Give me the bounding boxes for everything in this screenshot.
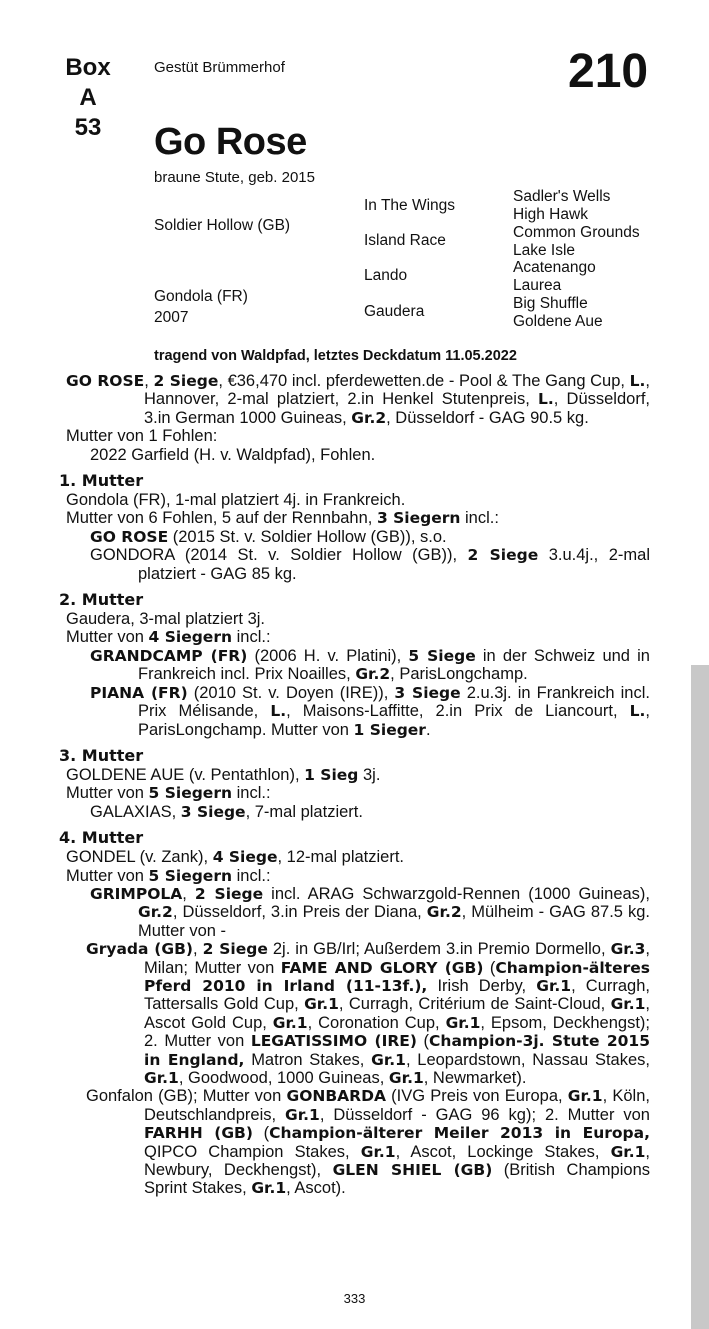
bold-text: L. (629, 702, 646, 721)
pedigree-gen3: Sadler's Wells (513, 188, 611, 205)
text-run: , Epsom, Deckhengst); 2. Mutter von (144, 1013, 650, 1051)
section-line (66, 509, 650, 527)
lot-number: 210 (568, 45, 649, 98)
foal-entry: 2022 Garfield (H. v. Waldpfad), Fohlen. (90, 445, 376, 464)
text-run: , Mülheim - GAG 87.5 kg. Mutter von - (138, 903, 651, 940)
text-run: (British Champions Sprint Stakes, (144, 1161, 650, 1198)
pedigree-gen3: Goldene Aue (513, 313, 603, 330)
text-run: 2j. in GB/Irl; Außerdem 3.in Premio Dormello, (267, 940, 611, 959)
text-run: Gaudera, 3-mal platziert 3j. (66, 610, 266, 629)
pedigree-gen2: Lando (364, 267, 408, 284)
scrollbar[interactable] (691, 665, 709, 1329)
pedigree-gen3: Laurea (513, 277, 562, 294)
bold-text: Gr.1 (144, 1069, 179, 1087)
bold-text: 1 Sieger (353, 720, 426, 739)
section-line (66, 867, 650, 885)
text-run: Mutter von (66, 784, 149, 803)
text-run: (2015 St. v. Soldier Hollow (GB)), s.o. (168, 527, 447, 546)
text-run: Matron Stakes, (244, 1050, 372, 1069)
text-run: incl.: (232, 866, 271, 885)
bold-text: 2 Siege (467, 546, 539, 565)
bold-text: Gr.1 (536, 976, 572, 995)
section-title: 3. Mutter (59, 745, 144, 765)
text-run: , Ascot). (286, 1179, 346, 1198)
pedigree-gen3: Common Grounds (513, 224, 640, 241)
bold-text: Champion-3j. Stute 2015 in England, (144, 1032, 650, 1069)
text-run: GONDEL (v. Zank), (66, 848, 213, 867)
bold-text: Gr.1 (360, 1142, 396, 1161)
text-run: ( (483, 958, 496, 977)
text-run: GONDORA (2014 St. v. Soldier Hollow (GB)), (90, 546, 468, 565)
bold-text: Gr.1 (445, 1013, 481, 1032)
bold-text: GLEN SHIEL (GB) (332, 1161, 493, 1180)
bold-text: GO ROSE (66, 372, 145, 390)
bold-text: L. (270, 702, 287, 721)
bold-text: FAME AND GLORY (GB) (280, 958, 484, 977)
bold-text: 2 Siege (202, 940, 268, 959)
text-run: (IVG Preis von Europa, (385, 1087, 568, 1106)
text-run: GALAXIAS, (90, 802, 181, 821)
text-run: , Köln, Deutschlandpreis, (144, 1087, 650, 1124)
horse-record (66, 372, 650, 427)
text-run: (2010 St. v. Doyen (IRE)), (187, 683, 395, 702)
text-run: , €36,470 incl. pferdewetten.de - Pool & The Gang Cup, (218, 372, 630, 390)
text-run: Gonfalon (GB); Mutter von (86, 1087, 287, 1106)
box-id: A 53 (74, 84, 102, 141)
text-run: , Maisons-Laffitte, 2.in Prix de Liancourt, (286, 702, 630, 721)
pedigree-gen3: Lake Isle (513, 242, 576, 259)
text-run: , Hannover, 2-mal platziert, 2.in Henkel Stutenpreis, (144, 372, 651, 409)
box-number (64, 53, 112, 143)
text-run: GOLDENE AUE (v. Pentathlon), (66, 765, 305, 784)
text-run: , (182, 884, 195, 903)
text-run: incl.: (232, 784, 271, 803)
text-run: (2006 H. v. Platini), (247, 646, 409, 665)
section-title: 1. Mutter (59, 471, 144, 491)
bold-text: Gr.1 (304, 995, 339, 1014)
text-run: Mutter von (66, 866, 149, 885)
horse-description: braune Stute, geb. 2015 (154, 169, 315, 186)
breeder-name: Gestüt Brümmerhof (154, 59, 285, 76)
dam-line-sections (59, 471, 651, 1198)
text-run: , Curragh, Critérium de Saint-Cloud, (338, 995, 611, 1014)
bold-text: Gr.1 (610, 995, 646, 1014)
bold-text: GRIMPOLA (90, 884, 183, 903)
section-line (66, 1087, 650, 1197)
section-title: 2. Mutter (59, 590, 144, 610)
bold-text: Gr.2 (426, 903, 462, 922)
section-line (66, 784, 650, 802)
section-line (66, 885, 650, 940)
pedigree-dam-year: 2007 (154, 309, 189, 326)
horse-name: Go Rose (154, 121, 307, 163)
text-run: , Newbury, Deckhengst), (144, 1142, 650, 1180)
covering-info: tragend von Waldpfad, letztes Deckdatum 11.05.2022 (154, 348, 517, 364)
text-run: , Coronation Cup, (307, 1013, 446, 1032)
section-line (66, 528, 650, 546)
bold-text: Gr.1 (388, 1069, 424, 1087)
text-run: , ParisLongchamp. Mutter von (138, 702, 650, 739)
text-run: , Leopardstown, Nassau Stakes, (405, 1050, 650, 1069)
text-run: , Newmarket). (423, 1069, 527, 1087)
text-run: , Ascot Gold Cup, (144, 995, 650, 1032)
text-run: , Milan; Mutter von (144, 940, 651, 977)
bold-text: PIANA (FR) (90, 683, 188, 702)
section-line (66, 803, 650, 821)
section-title: 4. Mutter (59, 828, 144, 848)
bold-text: 4 Siegern (148, 628, 233, 647)
text-run: , Düsseldorf, 3.in Preis der Diana, (172, 903, 427, 922)
text-run: , Düsseldorf, 3.in German 1000 Guineas, (144, 390, 650, 427)
bold-text: L. (538, 390, 554, 409)
bold-text: 3 Siege (394, 683, 461, 702)
text-run: , Goodwood, 1000 Guineas, (178, 1069, 389, 1087)
bold-text: LEGATISSIMO (IRE) (250, 1032, 417, 1051)
mother-of-foals: Mutter von 1 Fohlen: (66, 427, 218, 446)
text-run: incl.: (232, 628, 271, 647)
text-run: , (144, 372, 154, 390)
text-run: , ParisLongchamp. (390, 665, 528, 684)
section-line (66, 684, 650, 739)
bold-text: 5 Siege (408, 646, 476, 665)
section-line (66, 491, 650, 509)
section-line (66, 628, 650, 646)
bold-text: Champion-älterer Meiler 2013 in Europa, (269, 1124, 650, 1143)
text-run: incl.: (460, 509, 499, 528)
bold-text: Gr.2 (138, 903, 173, 922)
text-run: , (193, 940, 203, 959)
text-run: ( (252, 1124, 270, 1143)
section-line (66, 610, 650, 628)
bold-text: 2 Siege (194, 884, 264, 903)
bold-text: Gr.2 (351, 408, 387, 427)
text-run: , 7-mal platziert. (245, 802, 363, 821)
bold-text: Gr.1 (610, 1142, 646, 1161)
bold-text: 2 Siege (153, 372, 219, 390)
text-run: , Ascot, Lockinge Stakes, (395, 1142, 611, 1161)
bold-text: Gr.1 (371, 1050, 406, 1069)
bold-text: Champion-älteres Pferd 2010 in Irland (11-13f.), (144, 958, 650, 995)
text-run: 3.u.4j., 2-mal platziert - GAG 85 kg. (138, 546, 650, 583)
section-line (66, 766, 650, 784)
section-line (66, 848, 650, 866)
bold-text: 5 Siegern (148, 866, 233, 885)
text-run: , Curragh, Tattersalls Gold Cup, (144, 976, 650, 1014)
page-number: 333 (343, 1291, 366, 1306)
bold-text: Gryada (GB) (86, 940, 194, 959)
pedigree-dam: Gondola (FR) (154, 288, 248, 305)
bold-text: 3 Siege (180, 802, 246, 821)
section-line (66, 647, 650, 684)
race-record-body (59, 372, 651, 1198)
bold-text: Gr.1 (567, 1087, 603, 1106)
text-run: . (425, 720, 431, 739)
bold-text: FARHH (GB) (144, 1124, 253, 1143)
text-run: Irish Derby, (427, 976, 537, 995)
pedigree-gen2: Island Race (364, 232, 446, 249)
bold-text: GO ROSE (90, 527, 169, 546)
pedigree-gen2: In The Wings (364, 197, 456, 214)
bold-text: GRANDCAMP (FR) (90, 646, 248, 665)
pedigree-gen3: Acatenango (513, 259, 596, 276)
pedigree-gen2: Gaudera (364, 303, 425, 320)
bold-text: 4 Siege (212, 848, 278, 867)
text-run: Gondola (FR), 1-mal platziert 4j. in Frankreich. (66, 491, 406, 510)
box-label: Box (65, 54, 111, 81)
bold-text: 1 Sieg (304, 765, 359, 784)
text-run: in der Schweiz und in Frankreich incl. Prix Noailles, (138, 646, 650, 684)
text-run: , Düsseldorf - GAG 96 kg); 2. Mutter von (319, 1105, 650, 1124)
pedigree-gen3: High Hawk (513, 206, 588, 223)
bold-text: Gr.1 (251, 1179, 287, 1198)
text-run: ( (416, 1032, 430, 1051)
bold-text: 5 Siegern (148, 784, 233, 803)
pedigree-gen3: Big Shuffle (513, 295, 588, 312)
section-line (66, 940, 650, 1087)
section-line (66, 546, 650, 583)
text-run: , Düsseldorf - GAG 90.5 kg. (386, 408, 589, 427)
text-run: incl. ARAG Schwarzgold-Rennen (1000 Guineas), (263, 884, 650, 903)
text-run: , 12-mal platziert. (277, 848, 405, 867)
bold-text: 3 Siegern (376, 509, 461, 528)
text-run: 3j. (358, 765, 381, 784)
text-run: QIPCO Champion Stakes, (144, 1142, 361, 1161)
text-run: Mutter von (66, 628, 149, 647)
bold-text: L. (629, 372, 646, 390)
text-run: Mutter von 6 Fohlen, 5 auf der Rennbahn, (66, 509, 377, 528)
bold-text: Gr.2 (355, 665, 391, 684)
bold-text: Gr.1 (272, 1013, 308, 1032)
text-run: 2.u.3j. in Frankreich incl. Prix Mélisande, (138, 683, 650, 721)
bold-text: Gr.1 (285, 1105, 320, 1124)
bold-text: Gr.3 (610, 940, 646, 959)
pedigree-sire: Soldier Hollow (GB) (154, 217, 291, 234)
bold-text: GONBARDA (286, 1087, 386, 1106)
